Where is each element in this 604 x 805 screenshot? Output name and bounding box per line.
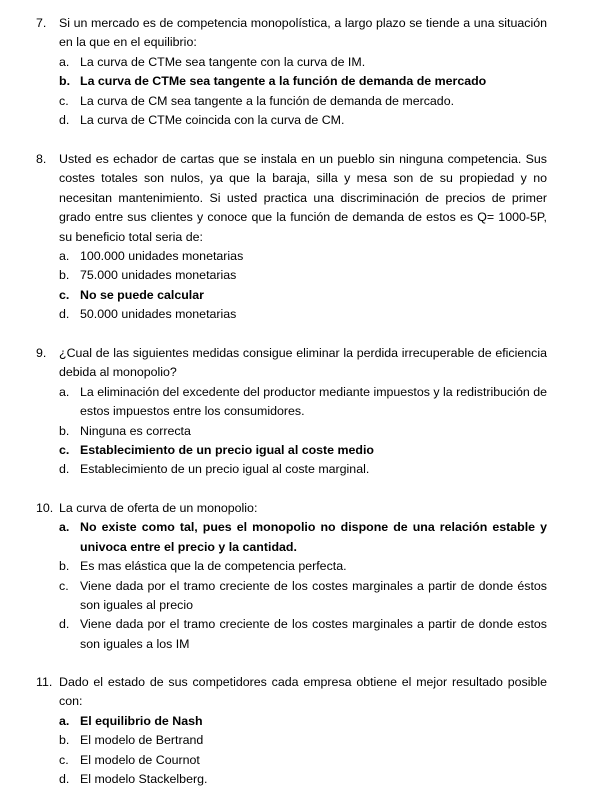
option-text: 100.000 unidades monetarias bbox=[80, 249, 244, 264]
question-header bbox=[36, 14, 547, 53]
option-text: Es mas elástica que la de competencia perfecta. bbox=[80, 559, 347, 574]
question-9 bbox=[36, 344, 547, 480]
option-label: d. bbox=[59, 113, 70, 128]
option-text: La eliminación del excedente del productor mediante impuestos y la redistribución de estos impuestos entre los consumidores. bbox=[80, 384, 547, 419]
option-text: Viene dada por el tramo creciente de los costes marginales a partir de donde éstos son iguales al precio bbox=[80, 578, 547, 613]
question-text: Usted es echador de cartas que se instala en un pueblo sin ninguna competencia. Sus costes totales son nulos, ya que la baraja, silla y mesa son de su propiedad y no necesitan mantenimiento. Si usted practica una discriminación de precios de primer grado entre sus clientes y conoce que la función de demanda de estos es Q= 1000-5P, su beneficio total seria de: bbox=[59, 152, 547, 244]
option-text: La curva de CTMe sea tangente con la curva de IM. bbox=[80, 54, 366, 69]
option-text: 50.000 unidades monetarias bbox=[80, 307, 237, 322]
question-10 bbox=[36, 499, 547, 654]
option-text: El equilibrio de Nash bbox=[80, 713, 203, 728]
question-header bbox=[36, 344, 547, 383]
option-c bbox=[59, 751, 547, 770]
option-text: Viene dada por el tramo creciente de los costes marginales a partir de donde estos son iguales a los IM bbox=[80, 617, 547, 651]
option-label: b. bbox=[59, 559, 70, 574]
option-text: Establecimiento de un precio igual al coste medio bbox=[80, 443, 375, 458]
question-number: 9. bbox=[36, 346, 47, 360]
option-d bbox=[59, 111, 547, 130]
option-b bbox=[59, 266, 547, 285]
option-label: a. bbox=[59, 520, 70, 535]
option-label: b. bbox=[59, 268, 70, 283]
option-list bbox=[36, 518, 547, 654]
option-label: d. bbox=[59, 462, 70, 477]
option-a-correct bbox=[59, 518, 547, 557]
option-b bbox=[59, 731, 547, 750]
question-8 bbox=[36, 150, 547, 325]
option-text: La curva de CTMe sea tangente a la función de demanda de mercado bbox=[80, 74, 487, 89]
option-d bbox=[59, 615, 547, 654]
option-label: c. bbox=[59, 93, 69, 108]
question-number: 7. bbox=[36, 16, 47, 30]
question-text: La curva de oferta de un monopolio: bbox=[59, 501, 258, 515]
option-label: c. bbox=[59, 287, 70, 302]
option-text: No existe como tal, pues el monopolio no dispone de una relación estable y univoca entre el precio y la cantidad. bbox=[80, 520, 547, 554]
option-text: El modelo de Cournot bbox=[80, 752, 200, 767]
option-a-correct bbox=[59, 712, 547, 731]
question-text: Dado el estado de sus competidores cada empresa obtiene el mejor resultado posible con: bbox=[59, 675, 547, 709]
option-text: La curva de CM sea tangente a la función de demanda de mercado. bbox=[80, 93, 455, 108]
option-a bbox=[59, 247, 547, 266]
option-label: c. bbox=[59, 752, 69, 767]
option-label: c. bbox=[59, 578, 69, 593]
option-text: 75.000 unidades monetarias bbox=[80, 268, 237, 283]
option-a bbox=[59, 383, 547, 422]
option-text: Ninguna es correcta bbox=[80, 423, 191, 438]
option-a bbox=[59, 53, 547, 72]
option-text: El modelo Stackelberg. bbox=[80, 772, 208, 787]
option-list bbox=[36, 712, 547, 790]
question-number: 10. bbox=[36, 501, 54, 515]
option-b-correct bbox=[59, 72, 547, 91]
question-number: 11. bbox=[36, 675, 53, 689]
option-label: a. bbox=[59, 384, 70, 399]
option-list bbox=[36, 247, 547, 325]
option-c-correct bbox=[59, 286, 547, 305]
question-text: ¿Cual de las siguientes medidas consigue eliminar la perdida irrecuperable de eficiencia debida al monopolio? bbox=[59, 346, 547, 380]
option-label: a. bbox=[59, 54, 70, 69]
option-text: El modelo de Bertrand bbox=[80, 733, 204, 748]
option-label: c. bbox=[59, 443, 70, 458]
option-d bbox=[59, 305, 547, 324]
option-text: Establecimiento de un precio igual al coste marginal. bbox=[80, 462, 370, 477]
question-text: Si un mercado es de competencia monopolística, a largo plazo se tiende a una situación en la que en el equilibrio: bbox=[59, 16, 547, 50]
option-label: b. bbox=[59, 733, 70, 748]
question-7 bbox=[36, 14, 547, 130]
option-text: La curva de CTMe coincida con la curva de CM. bbox=[80, 113, 345, 128]
question-header bbox=[36, 150, 547, 247]
option-label: d. bbox=[59, 772, 70, 787]
option-b bbox=[59, 557, 547, 576]
question-header bbox=[36, 499, 547, 518]
option-label: a. bbox=[59, 713, 70, 728]
option-b bbox=[59, 422, 547, 441]
question-header bbox=[36, 673, 547, 712]
option-label: d. bbox=[59, 307, 70, 322]
option-d bbox=[59, 770, 547, 789]
option-label: b. bbox=[59, 74, 71, 89]
question-number: 8. bbox=[36, 152, 47, 166]
option-label: b. bbox=[59, 423, 70, 438]
option-list bbox=[36, 53, 547, 131]
option-c bbox=[59, 92, 547, 111]
option-label: a. bbox=[59, 249, 70, 264]
question-11 bbox=[36, 673, 547, 789]
option-c-correct bbox=[59, 441, 547, 460]
option-text: No se puede calcular bbox=[80, 287, 204, 302]
option-d bbox=[59, 460, 547, 479]
option-list bbox=[36, 383, 547, 480]
option-c bbox=[59, 577, 547, 616]
option-label: d. bbox=[59, 617, 70, 632]
